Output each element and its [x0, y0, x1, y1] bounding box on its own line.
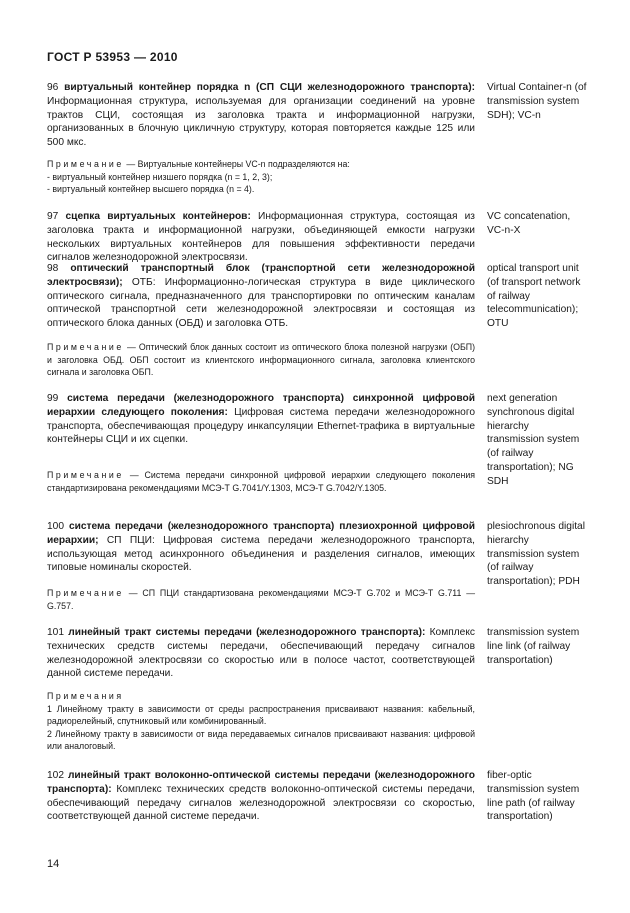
- term-title: оптический транспортный блок (транспортной сети железнодорожной электросвязи);: [47, 263, 475, 288]
- term-definition: СП ПЦИ: Цифровая система передачи железнодорожного транспорта, использующая метод асинхронного объединения и разделения сигналов, имеющих типовые номиналы скоростей.: [47, 534, 476, 574]
- term-title: линейный тракт системы передачи (железнодорожного транспорта):: [68, 627, 426, 638]
- term-en: VC concatenation, VC-n-X: [487, 211, 571, 236]
- term-en: next generation synchronous digital hierarchy transmission system (of railway transportation); NG SDH: [487, 393, 580, 487]
- term-ru: 100 система передачи (железнодорожного транспорта) плезиохронной цифровой иерархии; СП ПЦИ: Цифровая система передачи железнодорожного транспорта, использующая метод асинхронного объединения и разделения сигналов, имеющих типовые номиналы скоростей.: [47, 521, 476, 574]
- term-ru: 96 виртуальный контейнер порядка n (СП СЦИ железнодорожного транспорта): Информационная структура, используемая для организации соединений на уровне трактов СЦИ, состоящая из заголовка тракта и информационной нагрузки, организованных в блочную цикличную структуру, которая повторяется каждые 125 или 500 мкс.: [47, 82, 475, 149]
- term-title: система передачи (железнодорожного транспорта) плезиохронной цифровой иерархии;: [47, 521, 475, 546]
- term-en: transmission system line link (of railway transportation): [487, 627, 580, 666]
- term-ru: 102 линейный тракт волоконно-оптической системы передачи (железнодорожного транспорта): Комплекс технических средств волоконно-оптической системы передачи, обеспечивающий передачу сигналов железнодорожной электросвязи со скоростью, соответствующей данной системе передачи.: [47, 770, 475, 823]
- term-definition: Информационная структура, состоящая из заголовка тракта и информационной нагрузки, объединяющей емкости нагрузки нескольких виртуальных контейнеров для повышения эффективности передачи сигналов железнодорожной электросвязи.: [47, 211, 475, 264]
- term-ru: 97 сцепка виртуальных контейнеров: Информационная структура, состоящая из заголовка тракта и информационной нагрузки, объединяющей емкости нагрузки нескольких виртуальных контейнеров для повышения эффективности передачи сигналов железнодорожной электросвязи.: [47, 211, 475, 264]
- term-definition: Комплекс технических средств волоконно-оптической системы передачи, обеспечивающий передачу сигналов железнодорожной электросвязи со скоростью, соответствующей данной системе передачи.: [47, 783, 475, 823]
- note-101: Примечания 1 Линейному тракту в зависимости от среды распространения присваивают названия: кабельный, радиорелейный, спутниковый или комбинированный. 2 Линейному тракту в зависимости от вида передаваемых сигналов присваивают названия: цифровой или аналоговый.: [47, 691, 475, 752]
- term-ru: 101 линейный тракт системы передачи (железнодорожного транспорта): Комплекс технических средств системы передачи, обеспечивающий передачу сигналов железнодорожной электросвязи со скоростью или в полосе частот, соответствующей данной системе передачи.: [47, 627, 475, 680]
- term-title: сцепка виртуальных контейнеров:: [65, 211, 251, 222]
- term-en: plesiochronous digital hierarchy transmission system (of railway transportation); PDH: [487, 521, 585, 588]
- term-en: optical transport unit (of transport network of railway telecommunication); OTU: [487, 263, 581, 330]
- term-en: fiber-optic transmission system line path (of railway transportation): [487, 770, 580, 823]
- note-100: Примечание — СП ПЦИ стандартизована рекомендациями МСЭ-Т G.702 и МСЭ-Т G.711 — G.757.: [47, 588, 475, 611]
- page-number: 14: [47, 858, 60, 870]
- note-98: Примечание — Оптический блок данных состоит из оптического блока полезной нагрузки (ОБП) и заголовка ОБД. ОБП состоит из клиентского информационного сигнала, заголовка клиентского сигнала и заголовка ОБП.: [47, 342, 475, 378]
- term-title: линейный тракт волоконно-оптической системы передачи (железнодорожного транспорта):: [47, 770, 475, 795]
- note-99: Примечание — Система передачи синхронной цифровой иерархии следующего поколения стандартизирована рекомендациями МСЭ-Т G.7041/Y.1303, МСЭ-Т G.7042/Y.1305.: [47, 470, 475, 493]
- term-title: система передачи (железнодорожного транспорта) синхронной цифровой иерархии следующего поколения:: [47, 393, 475, 418]
- term-definition: ОТБ: Информационно-логическая структура в виде циклического оптического сигнала, предназначенного для транспортировки по оптическим каналам оптической транспортной сети железнодорожной электросвязи и состоящая из оптического блока данных (ОБД) и заголовка ОТБ.: [47, 276, 475, 330]
- note-96: Примечание — Виртуальные контейнеры VC-n подразделяются на: - виртуальный контейнер низшего порядка (n = 1, 2, 3); - виртуальный контейнер высшего порядка (n = 4).: [47, 159, 350, 195]
- term-ru: 98 оптический транспортный блок (транспортной сети железнодорожной электросвязи); ОТБ: Информационно-логическая структура в виде циклического оптического сигнала, предназначенного для транспортировки по оптическим каналам оптической транспортной сети железнодорожной электросвязи и состоящая из оптического блока данных (ОБД) и заголовка ОТБ.: [47, 263, 475, 330]
- term-definition: Информационная структура, используемая для организации соединений на уровне трактов СЦИ, состоящая из заголовка тракта и информационной нагрузки, организованных в блочную цикличную структуру, которая повторяется каждые 125 или 500 мкс.: [47, 95, 475, 149]
- document-header: ГОСТ Р 53953 — 2010: [47, 50, 178, 64]
- term-title: виртуальный контейнер порядка n (СП СЦИ железнодорожного транспорта):: [64, 82, 475, 93]
- term-definition: Цифровая система передачи железнодорожного транспорта, обеспечивающая процедуру инкапсуляции Ethernet-трафика в виртуальные контейнеры СЦИ и их сцепки.: [47, 406, 475, 446]
- term-en: Virtual Container-n (of transmission system SDH); VC-n: [487, 82, 587, 121]
- term-ru: 99 система передачи (железнодорожного транспорта) синхронной цифровой иерархии следующего поколения: Цифровая система передачи железнодорожного транспорта, обеспечивающая процедуру инкапсуляции Ethernet-трафика в виртуальные контейнеры СЦИ и их сцепки.: [47, 393, 475, 446]
- term-definition: Комплекс технических средств системы передачи, обеспечивающий передачу сигналов железнодорожной электросвязи со скоростью или в полосе частот, соответствующей данной системе передачи.: [47, 627, 475, 680]
